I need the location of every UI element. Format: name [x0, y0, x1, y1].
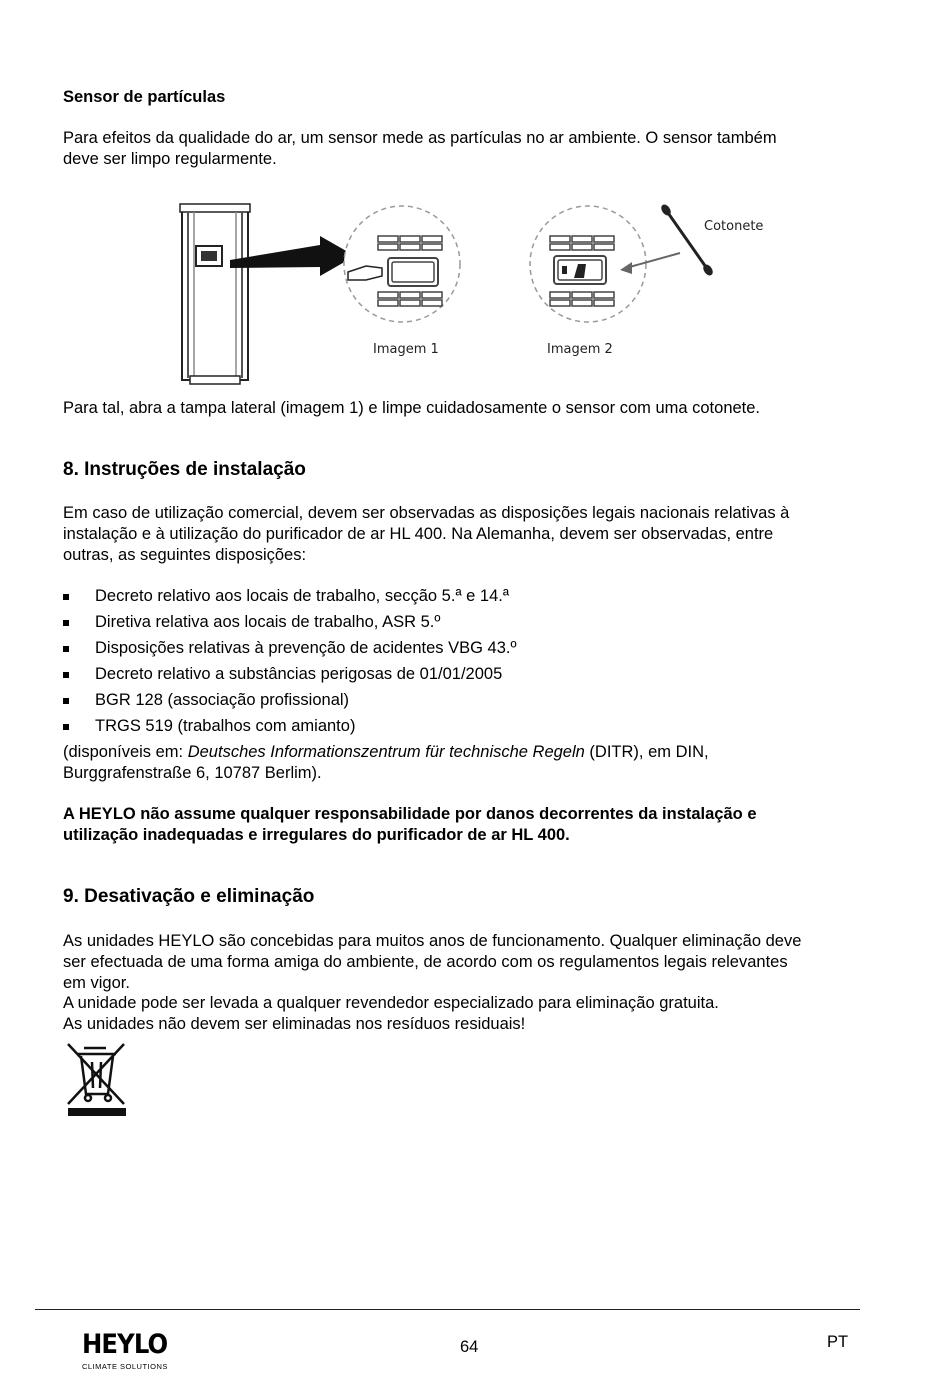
label-imagem-1: Imagem 1	[373, 342, 439, 357]
section-9-line4: A unidade pode ser levada a qualquer revendedor especializado para eliminação gratuita.	[63, 994, 719, 1012]
purifier-unit-illustration	[180, 204, 250, 384]
sensor-closeup-1	[344, 206, 460, 322]
logo-brand: HEYLO	[82, 1329, 168, 1360]
section-8-para-line3: outras, as seguintes disposições:	[63, 546, 307, 564]
label-cotonete: Cotonete	[704, 219, 764, 234]
bullet-icon	[63, 672, 69, 678]
source-line2: Burggrafenstraße 6, 10787 Berlim).	[63, 764, 322, 782]
section-8-heading: 8. Instruções de instalação	[63, 459, 306, 480]
section-9-heading: 9. Desativação e eliminação	[63, 886, 315, 907]
section-8-para-line1: Em caso de utilização comercial, devem ser observadas as disposições legais nacionais relativas à	[63, 504, 790, 522]
sensor-cleaning-figure	[170, 198, 790, 393]
sensor-caption: Para tal, abra a tampa lateral (imagem 1) e limpe cuidadosamente o sensor com uma cotonete.	[63, 399, 761, 417]
sensor-intro-line2: deve ser limpo regularmente.	[63, 150, 277, 168]
sensor-closeup-2	[530, 206, 646, 322]
label-imagem-2: Imagem 2	[547, 342, 613, 357]
liability-warning-line1: A HEYLO não assume qualquer responsabilidade por danos decorrentes da instalação e	[63, 805, 757, 823]
weee-crossed-bin-icon	[64, 1040, 130, 1118]
sensor-heading: Sensor de partículas	[63, 88, 226, 106]
section-9-line2: ser efectuada de uma forma amiga do ambiente, de acordo com os regulamentos legais relevantes	[63, 953, 788, 971]
sensor-intro-line1: Para efeitos da qualidade do ar, um sensor mede as partículas no ar ambiente. O sensor também	[63, 129, 777, 147]
bullet-icon	[63, 698, 69, 704]
section-8-para-line2: instalação e à utilização do purificador de ar HL 400. Na Alemanha, devem ser observadas, entre	[63, 525, 774, 543]
logo-tagline: CLIMATE SOLUTIONS	[82, 1362, 168, 1371]
section-9-line5: As unidades não devem ser eliminadas nos resíduos residuais!	[63, 1015, 526, 1033]
liability-warning-line2: utilização inadequadas e irregulares do purificador de ar HL 400.	[63, 826, 570, 844]
page-number: 64	[460, 1338, 479, 1356]
bullet-icon	[63, 594, 69, 600]
source-line1: (disponíveis em: Deutsches Informationszentrum für technische Regeln (DITR), em DIN,	[63, 743, 709, 761]
bullet-icon	[63, 646, 69, 652]
footer-divider	[35, 1309, 860, 1310]
bullet-icon	[63, 724, 69, 730]
section-9-line1: As unidades HEYLO são concebidas para muitos anos de funcionamento. Qualquer eliminação deve	[63, 932, 802, 950]
language-code: PT	[827, 1333, 849, 1351]
heylo-logo	[82, 1330, 177, 1371]
section-9-line3: em vigor.	[63, 974, 130, 992]
bullet-icon	[63, 620, 69, 626]
